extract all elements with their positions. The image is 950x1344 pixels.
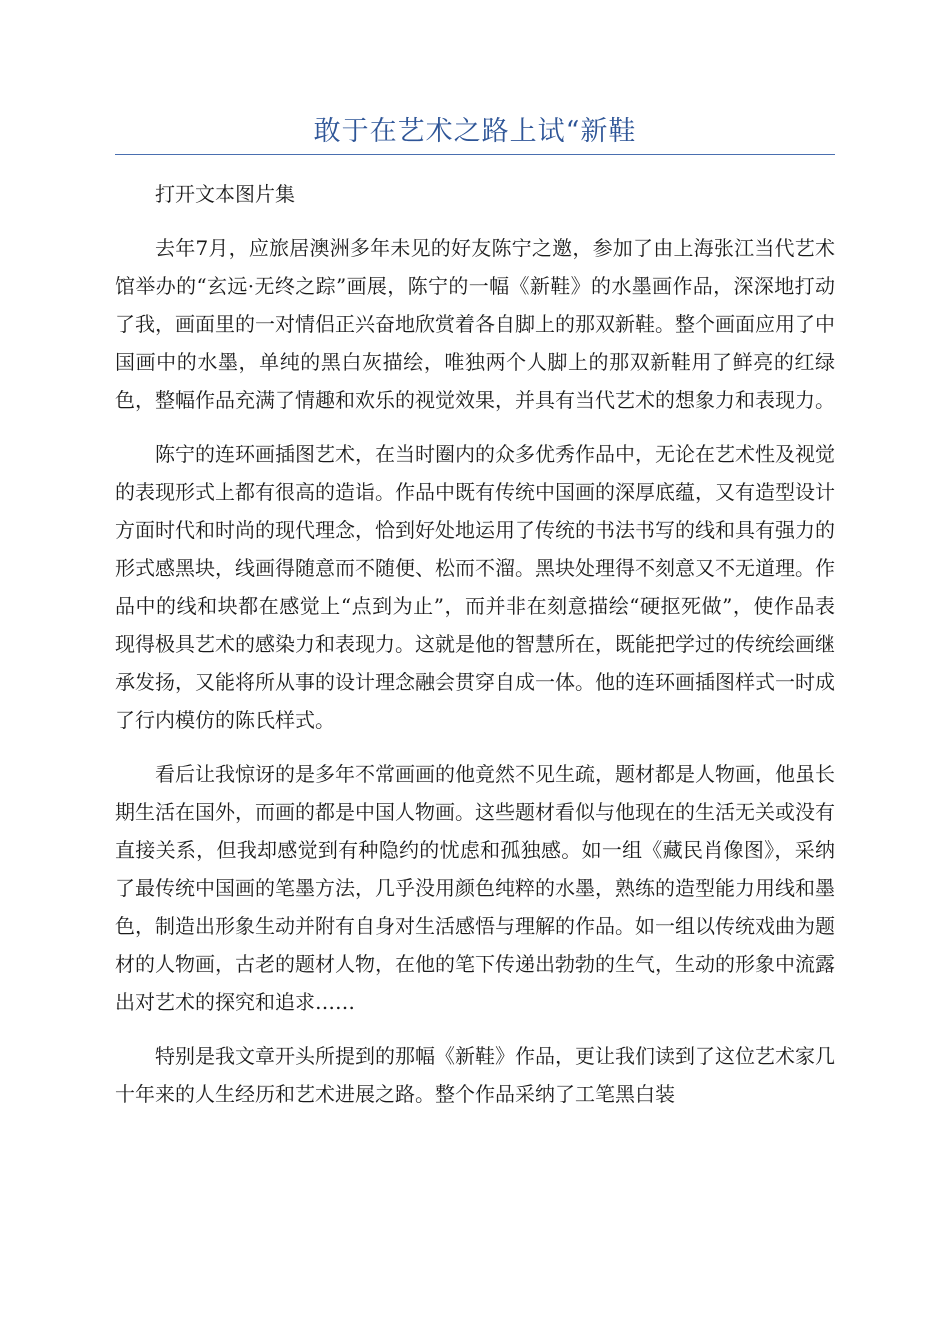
paragraph-gallery-link: 打开文本图片集 — [155, 182, 295, 206]
paragraph: 陈宁的连环画插图艺术，在当时圈内的众多优秀作品中，无论在艺术性及视觉的表现形式上都有很高的造诣。作品中既有传统中国画的深厚底蕴，又有造型设计方面时代和时尚的现代理念，恰到好处地运用了传统的书法书写的线和具有强力的形式感黑块，线画得随意而不随便、松而不溜。黑块处理得不刻意又不无道理。作品中的线和块都在感觉上“点到为止”，而并非在刻意描绘“硬抠死做”，使作品表现得极具艺术的感染力和表现力。这就是他的智慧所在，既能把学过的传统绘画继承发扬，又能将所从事的设计理念融会贯穿自成一体。他的连环画插图样式一时成了行内模仿的陈氏样式。 — [115, 442, 835, 732]
page-title: 敢于在艺术之路上试“新鞋 — [313, 116, 637, 147]
paragraph: 看后让我惊讶的是多年不常画画的他竟然不见生疏，题材都是人物画，他虽长期生活在国外，而画的都是中国人物画。这些题材看似与他现在的生活无关或没有直接关系，但我却感觉到有种隐约的忧虑和孤独感。如一组《藏民肖像图》，采纳了最传统中国画的笔墨方法，几乎没用颜色纯粹的水墨，熟练的造型能力用线和墨色，制造出形象生动并附有自身对生活感悟与理解的作品。如一组以传统戏曲为题材的人物画，古老的题材人物，在他的笔下传递出勃勃的生气，生动的形象中流露出对艺术的探究和追求…… — [115, 762, 835, 1014]
article-body — [115, 175, 835, 1129]
paragraph: 特别是我文章开头所提到的那幅《新鞋》作品，更让我们读到了这位艺术家几十年来的人生经历和艺术进展之路。整个作品采纳了工笔黑白装 — [115, 1044, 835, 1106]
title-underline — [115, 154, 835, 155]
paragraph: 去年7月，应旅居澳洲多年未见的好友陈宁之邀，参加了由上海张江当代艺术馆举办的“玄远·无终之踪”画展，陈宁的一幅《新鞋》的水墨画作品，深深地打动了我，画面里的一对情侣正兴奋地欣赏着各自脚上的那双新鞋。整个画面应用了中国画中的水墨，单纯的黑白灰描绘，唯独两个人脚上的那双新鞋用了鲜亮的红绿色，整幅作品充满了情趣和欢乐的视觉效果，并具有当代艺术的想象力和表现力。 — [115, 236, 835, 412]
